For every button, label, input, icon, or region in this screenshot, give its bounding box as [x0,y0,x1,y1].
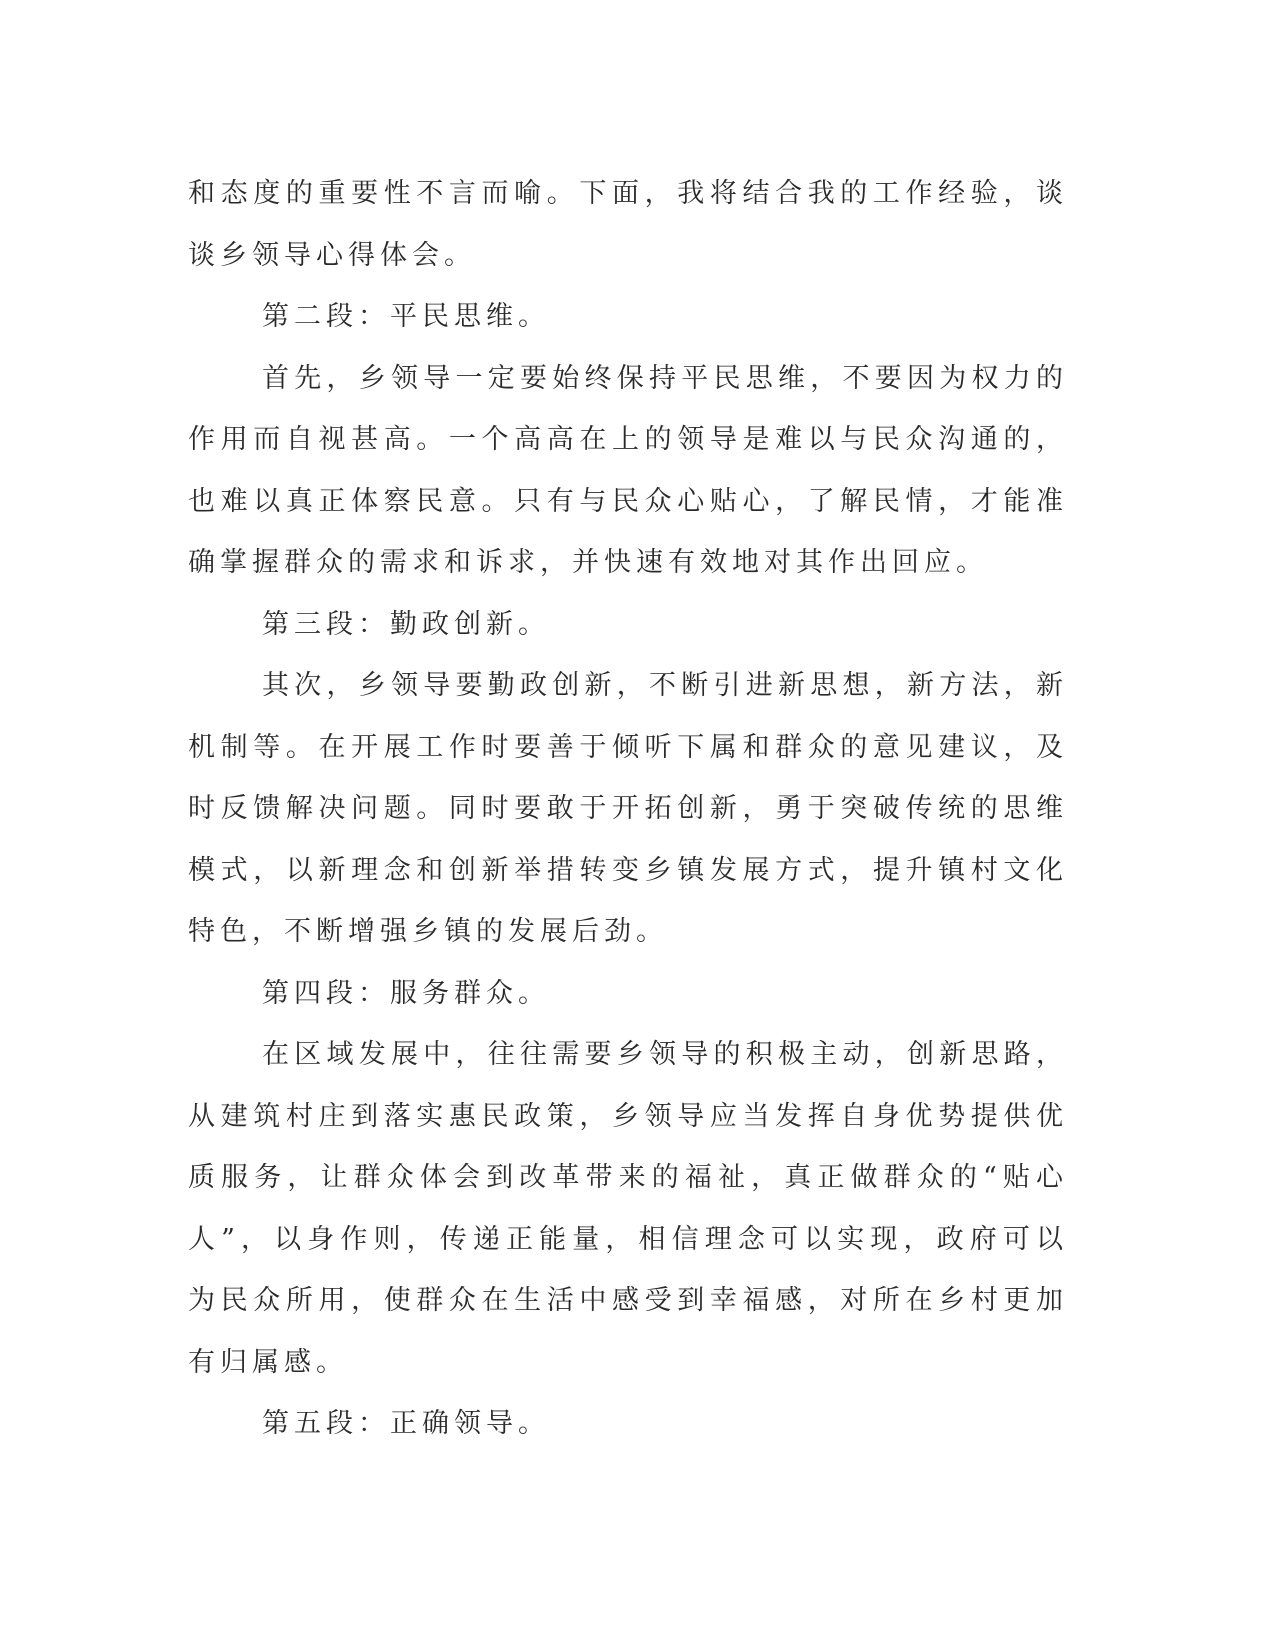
paragraph-section-2: 首先，乡领导一定要始终保持平民思维，不要因为权力的作用而自视甚高。一个高高在上的领导是难以与民众沟通的，也难以真正体察民意。只有与民众心贴心，了解民情，才能准确掌握群众的需求和诉求，并快速有效地对其作出回应。 [188,362,1068,578]
section-heading-2: 第二段：平民思维。 [262,301,550,332]
paragraph-section-3: 其次，乡领导要勤政创新，不断引进新思想，新方法，新机制等。在开展工作时要善于倾听下属和群众的意见建议，及时反馈解决问题。同时要敢于开拓创新，勇于突破传统的思维模式，以新理念和创新举措转变乡镇发展方式，提升镇村文化特色，不断增强乡镇的发展后劲。 [188,670,1068,947]
document-body [188,163,1068,1455]
section-heading-3: 第三段：勤政创新。 [262,608,550,640]
paragraph-intro-continuation: 和态度的重要性不言而喻。下面，我将结合我的工作经验，谈谈乡领导心得体会。 [188,178,1068,271]
section-heading-5: 第五段：正确领导。 [262,1408,550,1439]
section-heading-4: 第四段：服务群众。 [262,977,550,1009]
paragraph-section-4: 在区域发展中，往往需要乡领导的积极主动，创新思路，从建筑村庄到落实惠民政策，乡领导应当发挥自身优势提供优质服务，让群众体会到改革带来的福祉，真正做群众的“贴心人”，以身作则，传递正能量，相信理念可以实现，政府可以为民众所用，使群众在生活中感受到幸福感，对所在乡村更加有归属感。 [188,1039,1068,1378]
